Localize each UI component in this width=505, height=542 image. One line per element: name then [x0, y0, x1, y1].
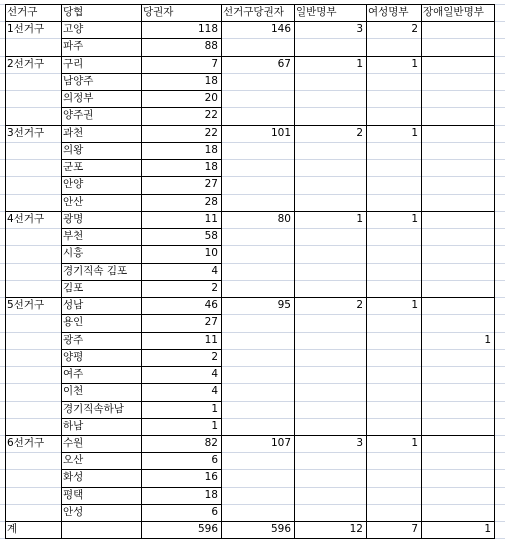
member-count[interactable]: 46	[204, 299, 218, 311]
party-name[interactable]: 오산	[63, 454, 84, 466]
general-list-count[interactable]: 3	[356, 23, 363, 35]
member-count[interactable]: 18	[204, 144, 218, 156]
women-list-count[interactable]: 2	[411, 23, 418, 35]
table-column-border	[141, 4, 142, 539]
district-label[interactable]: 4선거구	[7, 213, 45, 225]
total-general-list[interactable]: 12	[349, 523, 363, 535]
party-name[interactable]: 성남	[63, 299, 84, 311]
header-general-list[interactable]: 일반명부	[296, 6, 337, 18]
member-count[interactable]: 1	[211, 403, 218, 415]
party-name[interactable]: 광주	[63, 334, 84, 346]
party-name[interactable]: 경기직속하남	[63, 403, 124, 415]
total-label[interactable]: 계	[7, 523, 18, 535]
member-count[interactable]: 82	[204, 437, 218, 449]
member-count[interactable]: 88	[204, 40, 218, 52]
member-count[interactable]: 118	[197, 23, 218, 35]
member-count[interactable]: 16	[204, 471, 218, 483]
women-list-count[interactable]: 1	[411, 213, 418, 225]
party-name[interactable]: 고양	[63, 23, 84, 35]
member-count[interactable]: 6	[211, 454, 218, 466]
member-count[interactable]: 18	[204, 161, 218, 173]
member-count[interactable]: 4	[211, 368, 218, 380]
party-name[interactable]: 김포	[63, 282, 84, 294]
table-column-border	[221, 4, 222, 539]
party-name[interactable]: 화성	[63, 471, 84, 483]
member-count[interactable]: 27	[204, 316, 218, 328]
total-disabled-list[interactable]: 1	[484, 523, 491, 535]
member-count[interactable]: 6	[211, 506, 218, 518]
women-list-count[interactable]: 1	[411, 437, 418, 449]
member-count[interactable]: 4	[211, 265, 218, 277]
party-name[interactable]: 구리	[63, 58, 84, 70]
member-count[interactable]: 11	[204, 334, 218, 346]
member-count[interactable]: 58	[204, 230, 218, 242]
header-members[interactable]: 당권자	[143, 6, 174, 18]
party-name[interactable]: 부천	[63, 230, 84, 242]
district-label[interactable]: 5선거구	[7, 299, 45, 311]
party-name[interactable]: 시흥	[63, 247, 84, 259]
table-column-border	[494, 4, 495, 539]
party-name[interactable]: 양평	[63, 351, 84, 363]
member-count[interactable]: 7	[211, 58, 218, 70]
member-count[interactable]: 18	[204, 489, 218, 501]
party-name[interactable]: 의정부	[63, 92, 94, 104]
party-name[interactable]: 양주권	[63, 109, 94, 121]
party-name[interactable]: 용인	[63, 316, 84, 328]
total-women-list[interactable]: 7	[411, 523, 418, 535]
member-count[interactable]: 11	[204, 213, 218, 225]
party-name[interactable]: 하남	[63, 420, 84, 432]
party-name[interactable]: 평택	[63, 489, 84, 501]
table-column-border	[421, 4, 422, 539]
district-member-total[interactable]: 80	[277, 213, 291, 225]
disabled-list-count[interactable]: 1	[484, 334, 491, 346]
general-list-count[interactable]: 2	[356, 127, 363, 139]
district-member-total[interactable]: 107	[270, 437, 291, 449]
party-name[interactable]: 남양주	[63, 75, 94, 87]
total-members[interactable]: 596	[197, 523, 218, 535]
party-name[interactable]: 경기직속 김포	[63, 265, 128, 277]
table-column-border	[61, 4, 62, 539]
member-count[interactable]: 18	[204, 75, 218, 87]
district-label[interactable]: 1선거구	[7, 23, 45, 35]
district-label[interactable]: 2선거구	[7, 58, 45, 70]
member-count[interactable]: 10	[204, 247, 218, 259]
member-count[interactable]: 22	[204, 109, 218, 121]
header-disabled-list[interactable]: 장애일반명부	[423, 6, 484, 18]
women-list-count[interactable]: 1	[411, 58, 418, 70]
party-name[interactable]: 파주	[63, 40, 84, 52]
general-list-count[interactable]: 2	[356, 299, 363, 311]
party-name[interactable]: 수원	[63, 437, 84, 449]
party-name[interactable]: 안산	[63, 196, 84, 208]
party-name[interactable]: 과천	[63, 127, 84, 139]
header-party[interactable]: 당협	[63, 6, 84, 18]
district-member-total[interactable]: 67	[277, 58, 291, 70]
general-list-count[interactable]: 1	[356, 213, 363, 225]
header-district[interactable]: 선거구	[7, 6, 38, 18]
women-list-count[interactable]: 1	[411, 299, 418, 311]
member-count[interactable]: 1	[211, 420, 218, 432]
total-district-members[interactable]: 596	[270, 523, 291, 535]
party-name[interactable]: 안양	[63, 178, 84, 190]
member-count[interactable]: 2	[211, 351, 218, 363]
member-count[interactable]: 4	[211, 385, 218, 397]
district-member-total[interactable]: 101	[270, 127, 291, 139]
district-member-total[interactable]: 95	[277, 299, 291, 311]
party-name[interactable]: 의왕	[63, 144, 84, 156]
general-list-count[interactable]: 3	[356, 437, 363, 449]
district-label[interactable]: 3선거구	[7, 127, 45, 139]
member-count[interactable]: 27	[204, 178, 218, 190]
table-column-border	[366, 4, 367, 539]
member-count[interactable]: 20	[204, 92, 218, 104]
member-count[interactable]: 2	[211, 282, 218, 294]
party-name[interactable]: 여주	[63, 368, 84, 380]
member-count[interactable]: 22	[204, 127, 218, 139]
party-name[interactable]: 이천	[63, 385, 84, 397]
party-name[interactable]: 광명	[63, 213, 84, 225]
women-list-count[interactable]: 1	[411, 127, 418, 139]
table-column-border	[294, 4, 295, 539]
table-column-border	[5, 4, 6, 539]
general-list-count[interactable]: 1	[356, 58, 363, 70]
member-count[interactable]: 28	[204, 196, 218, 208]
district-member-total[interactable]: 146	[270, 23, 291, 35]
party-name[interactable]: 군포	[63, 161, 84, 173]
header-women-list[interactable]: 여성명부	[368, 6, 409, 18]
party-name[interactable]: 안성	[63, 506, 84, 518]
district-label[interactable]: 6선거구	[7, 437, 45, 449]
header-district-members[interactable]: 선거구당권자	[223, 6, 284, 18]
